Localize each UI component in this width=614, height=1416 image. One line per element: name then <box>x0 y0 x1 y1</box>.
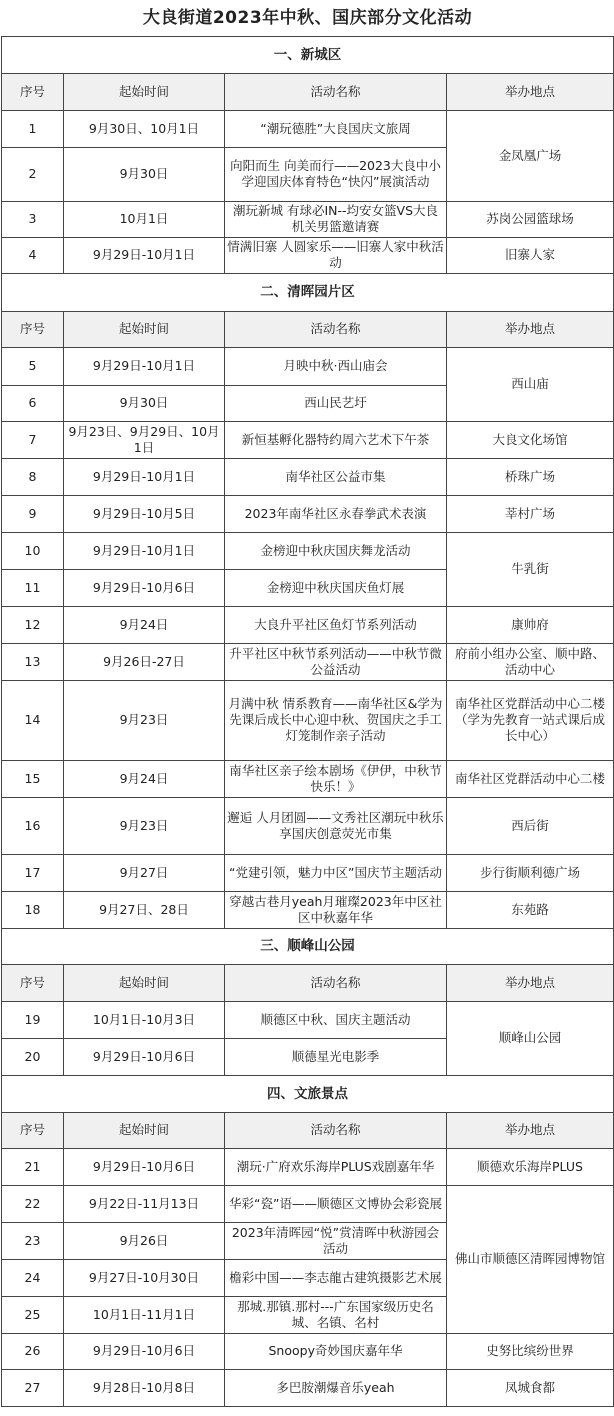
header-venue: 举办地点 <box>447 311 614 347</box>
table-row <box>2 237 614 273</box>
row-time: 9月30日、10月1日 <box>64 110 225 147</box>
row-time: 9月29日-10月6日 <box>64 1333 225 1369</box>
row-venue: 佛山市顺德区清晖园博物馆 <box>447 1185 614 1333</box>
row-no: 6 <box>2 385 64 421</box>
row-time: 10月1日-10月3日 <box>64 1001 225 1038</box>
table-row <box>2 1001 614 1038</box>
row-time: 9月24日 <box>64 760 225 797</box>
row-activity: 升平社区中秋节系列活动——中秋节微公益活动 <box>225 643 447 680</box>
row-activity: 月映中秋·西山庙会 <box>225 347 447 385</box>
row-no: 13 <box>2 643 64 680</box>
row-time: 9月29日-10月1日 <box>64 237 225 273</box>
row-activity: 穿越古巷月yeah月璀璨2023年中区社区中秋嘉年华 <box>225 891 447 928</box>
header-no: 序号 <box>2 73 64 110</box>
header-venue: 举办地点 <box>447 964 614 1001</box>
header-name: 活动名称 <box>225 1112 447 1148</box>
table-header-row <box>2 964 614 1001</box>
row-no: 19 <box>2 1001 64 1038</box>
row-time: 9月26日-27日 <box>64 643 225 680</box>
activity-table <box>1 0 614 1407</box>
table-row <box>2 495 614 532</box>
document-title: 大良街道2023年中秋、国庆部分文化活动 <box>2 0 614 36</box>
row-time: 9月29日-10月6日 <box>64 1038 225 1075</box>
table-row <box>2 680 614 760</box>
table-row <box>2 532 614 569</box>
row-venue: 康帅府 <box>447 606 614 643</box>
header-venue: 举办地点 <box>447 73 614 110</box>
header-name: 活动名称 <box>225 311 447 347</box>
row-no: 2 <box>2 147 64 201</box>
table-row <box>2 760 614 797</box>
row-time: 9月30日 <box>64 147 225 201</box>
row-time: 9月29日-10月1日 <box>64 458 225 495</box>
row-time: 9月23日 <box>64 680 225 760</box>
row-no: 4 <box>2 237 64 273</box>
row-activity: 月满中秋 情系教育——南华社区&学为先课后成长中心迎中秋、贺国庆之手工灯笼制作亲子活动 <box>225 680 447 760</box>
row-activity: Snoopy奇妙国庆嘉年华 <box>225 1333 447 1369</box>
header-no: 序号 <box>2 1112 64 1148</box>
table-row <box>2 643 614 680</box>
section-title: 二、清晖园片区 <box>2 273 614 311</box>
header-no: 序号 <box>2 964 64 1001</box>
row-time: 9月24日 <box>64 606 225 643</box>
header-time: 起始时间 <box>64 311 225 347</box>
row-venue: 南华社区党群活动中心二楼 <box>447 760 614 797</box>
row-activity: 檐彩中国——李志龍古建筑摄影艺术展 <box>225 1259 447 1296</box>
table-row <box>2 854 614 891</box>
row-activity: “党建引领，魅力中区”国庆节主题活动 <box>225 854 447 891</box>
row-activity: 潮玩·广府欢乐海岸PLUS戏剧嘉年华 <box>225 1148 447 1185</box>
table-row <box>2 1148 614 1185</box>
table-header-row <box>2 1112 614 1148</box>
row-no: 24 <box>2 1259 64 1296</box>
row-activity: 2023年南华社区永春拳武术表演 <box>225 495 447 532</box>
row-activity: 2023年清晖园“悦”赏清晖中秋游园会活动 <box>225 1222 447 1259</box>
row-venue: 南华社区党群活动中心二楼（学为先教育一站式课后成长中心） <box>447 680 614 760</box>
row-no: 25 <box>2 1296 64 1333</box>
header-venue: 举办地点 <box>447 1112 614 1148</box>
row-no: 3 <box>2 201 64 237</box>
row-time: 9月27日-10月30日 <box>64 1259 225 1296</box>
row-venue: 府前小组办公室、顺中路、活动中心 <box>447 643 614 680</box>
row-activity: “潮玩德胜”大良国庆文旅周 <box>225 110 447 147</box>
row-activity: 南华社区亲子绘本剧场《伊伊，中秋节快乐！》 <box>225 760 447 797</box>
table-row <box>2 606 614 643</box>
row-no: 23 <box>2 1222 64 1259</box>
row-activity: 金榜迎中秋庆国庆舞龙活动 <box>225 532 447 569</box>
table-row <box>2 347 614 385</box>
row-time: 9月27日、28日 <box>64 891 225 928</box>
row-no: 18 <box>2 891 64 928</box>
row-no: 5 <box>2 347 64 385</box>
row-no: 27 <box>2 1369 64 1406</box>
row-no: 12 <box>2 606 64 643</box>
section-title: 三、顺峰山公园 <box>2 928 614 964</box>
table-row <box>2 797 614 854</box>
row-no: 10 <box>2 532 64 569</box>
row-venue: 西山庙 <box>447 347 614 421</box>
section-title: 四、文旅景点 <box>2 1075 614 1112</box>
row-venue: 西后街 <box>447 797 614 854</box>
row-time: 10月1日 <box>64 201 225 237</box>
row-activity: 顺德区中秋、国庆主题活动 <box>225 1001 447 1038</box>
row-activity: 潮玩新城 有球必IN--均安女篮VS大良机关男篮邀请赛 <box>225 201 447 237</box>
row-activity: 西山民艺圩 <box>225 385 447 421</box>
row-venue: 牛乳街 <box>447 532 614 606</box>
row-activity: 多巴胺潮爆音乐yeah <box>225 1369 447 1406</box>
row-activity: 向阳而生 向美而行——2023大良中小学迎国庆体育特色“快闪”展演活动 <box>225 147 447 201</box>
row-activity: 顺德星光电影季 <box>225 1038 447 1075</box>
row-activity: 金榜迎中秋庆国庆鱼灯展 <box>225 569 447 606</box>
row-time: 9月23日 <box>64 797 225 854</box>
row-time: 9月29日-10月1日 <box>64 347 225 385</box>
row-venue: 苏岗公园篮球场 <box>447 201 614 237</box>
row-time: 9月30日 <box>64 385 225 421</box>
row-no: 11 <box>2 569 64 606</box>
row-venue: 桥珠广场 <box>447 458 614 495</box>
row-venue: 步行街顺利德广场 <box>447 854 614 891</box>
row-time: 9月23日、9月29日、10月1日 <box>64 421 225 458</box>
table-row <box>2 1369 614 1406</box>
row-venue: 东苑路 <box>447 891 614 928</box>
row-no: 20 <box>2 1038 64 1075</box>
row-no: 17 <box>2 854 64 891</box>
row-time: 9月29日-10月6日 <box>64 569 225 606</box>
row-time: 9月26日 <box>64 1222 225 1259</box>
header-no: 序号 <box>2 311 64 347</box>
row-venue: 凤城食都 <box>447 1369 614 1406</box>
row-no: 26 <box>2 1333 64 1369</box>
row-no: 16 <box>2 797 64 854</box>
row-venue: 莘村广场 <box>447 495 614 532</box>
row-time: 9月29日-10月1日 <box>64 532 225 569</box>
header-time: 起始时间 <box>64 964 225 1001</box>
row-activity: 南华社区公益市集 <box>225 458 447 495</box>
table-row <box>2 1185 614 1222</box>
table-row <box>2 421 614 458</box>
row-time: 9月28日-10月8日 <box>64 1369 225 1406</box>
row-venue: 顺峰山公园 <box>447 1001 614 1075</box>
row-time: 9月29日-10月5日 <box>64 495 225 532</box>
row-activity: 邂逅 人月团圆——文秀社区潮玩中秋乐享国庆创意荧光市集 <box>225 797 447 854</box>
header-name: 活动名称 <box>225 73 447 110</box>
row-activity: 情满旧寨 人圆家乐——旧寨人家中秋活动 <box>225 237 447 273</box>
row-activity: 那城.那镇.那村---广东国家级历史名城、名镇、名村 <box>225 1296 447 1333</box>
table-row <box>2 201 614 237</box>
row-activity: 新恒基孵化器特约周六艺术下午茶 <box>225 421 447 458</box>
row-time: 9月22日-11月13日 <box>64 1185 225 1222</box>
row-activity: 华彩“瓷”语——顺德区文博协会彩瓷展 <box>225 1185 447 1222</box>
row-no: 15 <box>2 760 64 797</box>
row-no: 22 <box>2 1185 64 1222</box>
table-row <box>2 1333 614 1369</box>
header-name: 活动名称 <box>225 964 447 1001</box>
row-no: 14 <box>2 680 64 760</box>
row-time: 9月29日-10月6日 <box>64 1148 225 1185</box>
table-header-row <box>2 73 614 110</box>
row-no: 1 <box>2 110 64 147</box>
table-row <box>2 458 614 495</box>
row-time: 10月1日-11月1日 <box>64 1296 225 1333</box>
section-title: 一、新城区 <box>2 36 614 73</box>
row-venue: 旧寨人家 <box>447 237 614 273</box>
row-no: 21 <box>2 1148 64 1185</box>
row-no: 8 <box>2 458 64 495</box>
table-row <box>2 891 614 928</box>
row-venue: 金凤凰广场 <box>447 110 614 201</box>
row-no: 7 <box>2 421 64 458</box>
row-time: 9月27日 <box>64 854 225 891</box>
table-row <box>2 110 614 147</box>
header-time: 起始时间 <box>64 1112 225 1148</box>
row-no: 9 <box>2 495 64 532</box>
header-time: 起始时间 <box>64 73 225 110</box>
table-header-row <box>2 311 614 347</box>
row-venue: 史努比缤纷世界 <box>447 1333 614 1369</box>
row-activity: 大良升平社区鱼灯节系列活动 <box>225 606 447 643</box>
row-venue: 大良文化场馆 <box>447 421 614 458</box>
row-venue: 顺德欢乐海岸PLUS <box>447 1148 614 1185</box>
